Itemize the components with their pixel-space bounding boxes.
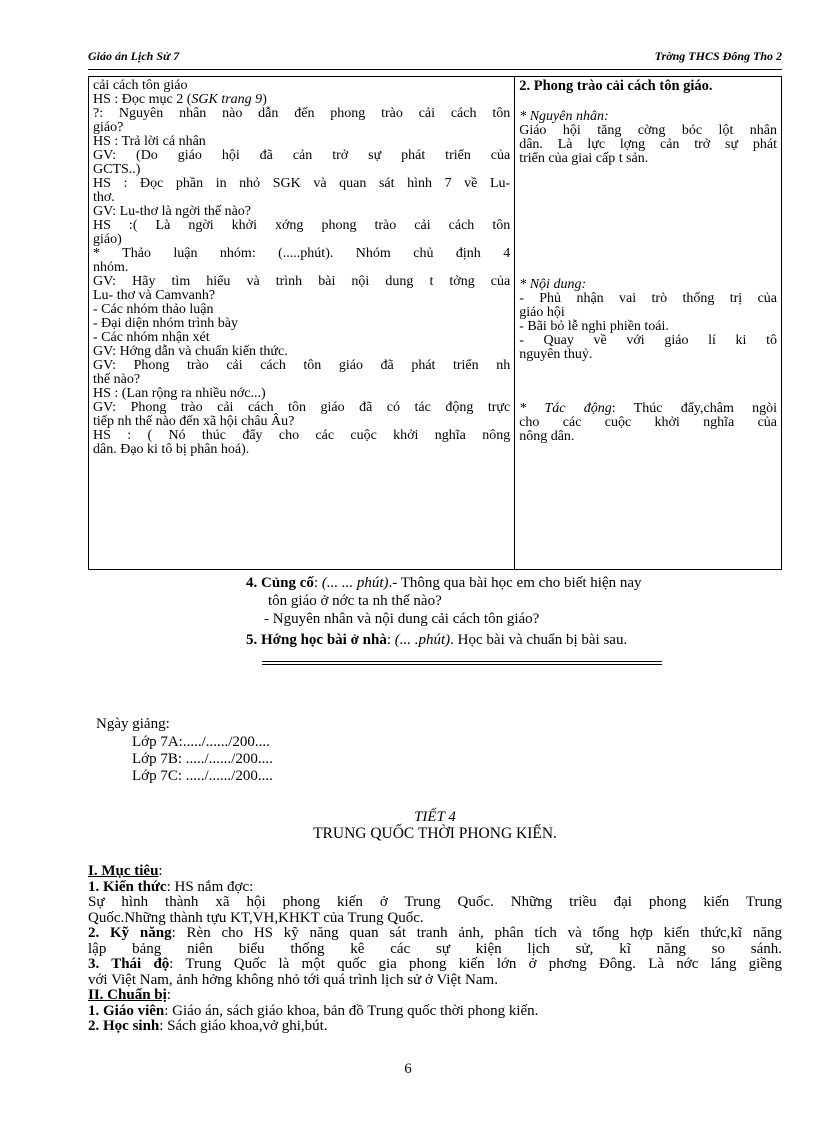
left-line: - Đại diện nhóm trình bày [93,316,239,331]
left-line: thế nào? [93,372,141,387]
impact-label: * Tác động [519,400,612,416]
lesson-title: TRUNG QUỐC THỜI PHONG KIẾN. [313,825,557,842]
date-label: Ngày giảng: [96,716,170,732]
homework-time: (... .phút) [394,632,451,648]
header-left: Giáo án Lịch Sử 7 [88,49,180,63]
impact-line: * Tác động: Thúc đẩy,châm ngòi [519,400,777,416]
knowledge-label: 1. Kiến thức [88,878,167,895]
left-line: - Các nhóm nhận xét [93,330,210,345]
lesson-table [88,76,782,570]
left-line: - Các nhóm thảo luận [93,302,214,317]
homework-line: 5. Hớng học bài ở nhà: (... .phút). Học bài và chuẩn bị bài sau. [246,632,628,648]
attitude-line: 3. Thái độ: Trung Quốc là một quốc gia phong kiến lớn ở phơng Đông. Là nớc láng giềng [88,956,783,972]
skills-label: 2. Kỹ năng [88,925,172,941]
left-line: cải cách tôn giáo [93,78,188,93]
left-line: thơ. [93,190,115,205]
student-label: 2. Học sinh [88,1018,160,1034]
class-date: Lớp 7A:...../....../200.... [132,734,270,750]
left-line: GV: Phong trào cải cách tôn giáo đã có tác động trực [93,400,511,415]
attitude-label: 3. Thái độ [88,956,170,972]
left-line: tiếp nh thế nào đến xã hội châu Âu? [93,414,295,429]
left-line: giáo) [93,232,122,247]
left-line: HS : Đọc phần in nhỏ SGK và quan sát hình 7 về Lu- [93,176,511,191]
left-line: GV: Hãy tìm hiểu và trình bài nội dung t tởng của [93,274,511,289]
content-line: - Bãi bỏ lễ nghi phiền toái. [519,318,669,334]
header-rule [88,69,782,70]
preparation-heading: II. Chuẩn bị [88,987,167,1003]
left-line: GV: Phong trào cải cách tôn giáo đã phát triển nh [93,358,511,373]
class-date: Lớp 7B: ...../....../200.... [132,751,273,767]
left-line: GV: Lu-thơ là ngời thế nào? [93,204,252,219]
objectives-section: I. Mục tiêu: 1. Kiến thức: HS nắm đợc: Sự hình thành xã hội phong kiến ở Trung Quốc. Những triều đại phong kiến Trung Quốc.Những thành tựu KT,VH,KHKT của Trung Quốc. 2. Kỹ năng: Rèn cho HS kỹ năng quan sát tranh ảnh, phân tích và tổng hợp kiến thức,kĩ năng lập bảng niên biểu thống kê các sự kiện lịch sử, kĩ năng so sánh. 3. Thái độ: Trung Quốc là một quốc gia phong kiến lớn ở phơng Đông. Là nớc láng giềng với Việt Nam, ảnh hởng không nhỏ tới quá trình lịch sử ở Việt Nam. II. Chuẩn bị: 1. Giáo viên: Giáo án, sách giáo khoa, bản đồ Trung quốc thời phong kiến. 2. Học sinh: Sách giáo khoa,vở ghi,bút. [88,863,783,1034]
cause-line: triển của giai cấp t sản. [519,150,649,166]
left-line: giáo? [93,120,124,135]
left-line: HS : ( Nó thúc đẩy cho các cuộc khởi nghĩa nông [93,428,511,443]
class-date: Lớp 7C: ...../....../200.... [132,768,273,784]
header-right: Trờng THCS Đông Tho 2 [654,49,782,63]
consolidation-line-2: tôn giáo ở nớc ta nh thế nào? [268,593,442,609]
content-line: giáo hội [519,304,565,320]
consolidation-time: (... ... phút) [321,575,389,591]
objectives-heading: I. Mục tiêu [88,863,159,879]
left-line: HS : Trả lời cá nhân [93,134,206,149]
cause-line: dân. Là lực lợng cản trở sự phát [519,136,777,152]
cause-line: Giáo hội tăng cờng bóc lột nhân [519,122,777,138]
content-line: nguyên thuỷ. [519,346,593,362]
left-line: GV: (Do giáo hội đã cản trở sự phát triển của [93,148,511,163]
attitude-line: với Việt Nam, ảnh hởng không nhỏ tới quá trình lịch sử ở Việt Nam. [88,971,498,988]
double-divider [262,661,662,665]
left-line: nhóm. [93,260,129,275]
left-line: GCTS..) [93,162,141,177]
homework-label: 5. Hớng học bài ở nhà [246,632,387,648]
consolidation-label: 4. Củng cố [246,575,314,591]
knowledge-line: Quốc.Những thành tựu KT,VH,KHKT của Trung Quốc. [88,909,424,926]
left-line: ?: Nguyên nhân nào dẫn đến phong trào cải cách tôn [93,106,511,121]
impact-line: nông dân. [519,428,575,444]
left-line: HS :( Là ngời khởi xớng phong trào cải cách tôn [93,218,511,233]
activities-column [89,77,515,570]
left-line: dân. Đạo ki tô bị phân hoá). [93,442,250,457]
left-line: HS : Đọc mục 2 (SGK trang 9) [93,92,267,107]
skills-line: lập bảng niên biểu thống kê các sự kiện lịch sử, kĩ năng so sánh. [88,940,782,957]
impact-line: cho các cuộc khởi nghĩa của [519,414,777,430]
left-line: HS : (Lan rộng ra nhiều nớc...) [93,386,266,401]
lesson-number: TIẾT 4 [414,809,456,825]
left-line: Lu- thơ và Camvanh? [93,288,216,303]
page-number: 6 [404,1061,412,1077]
content-line: - Quay về với giáo lí ki tô [519,332,777,348]
content-column [515,77,782,570]
knowledge-line: Sự hình thành xã hội phong kiến ở Trung Quốc. Những triều đại phong kiến Trung [88,894,782,910]
teacher-label: 1. Giáo viên [88,1002,165,1019]
content-label: * Nội dung: [519,276,587,292]
section-title: 2. Phong trào cải cách tôn giáo. [519,78,713,94]
consolidation-line-3: - Nguyên nhân và nội dung cải cách tôn giáo? [264,611,540,627]
cause-label: * Nguyên nhân: [519,108,609,124]
left-line: * Thảo luận nhóm: (.....phút). Nhóm chủ định 4 [93,246,511,261]
left-line: GV: Hớng dẫn và chuẩn kiến thức. [93,344,288,359]
content-line: - Phủ nhận vai trò thống trị của [519,290,777,306]
skills-line: 2. Kỹ năng: Rèn cho HS kỹ năng quan sát tranh ảnh, phân tích và tổng hợp kiến thức,kĩ năng [88,925,782,941]
consolidation-line-1: 4. Củng cố: (... ... phút).- Thông qua bài học em cho biết hiện nay [246,575,642,591]
